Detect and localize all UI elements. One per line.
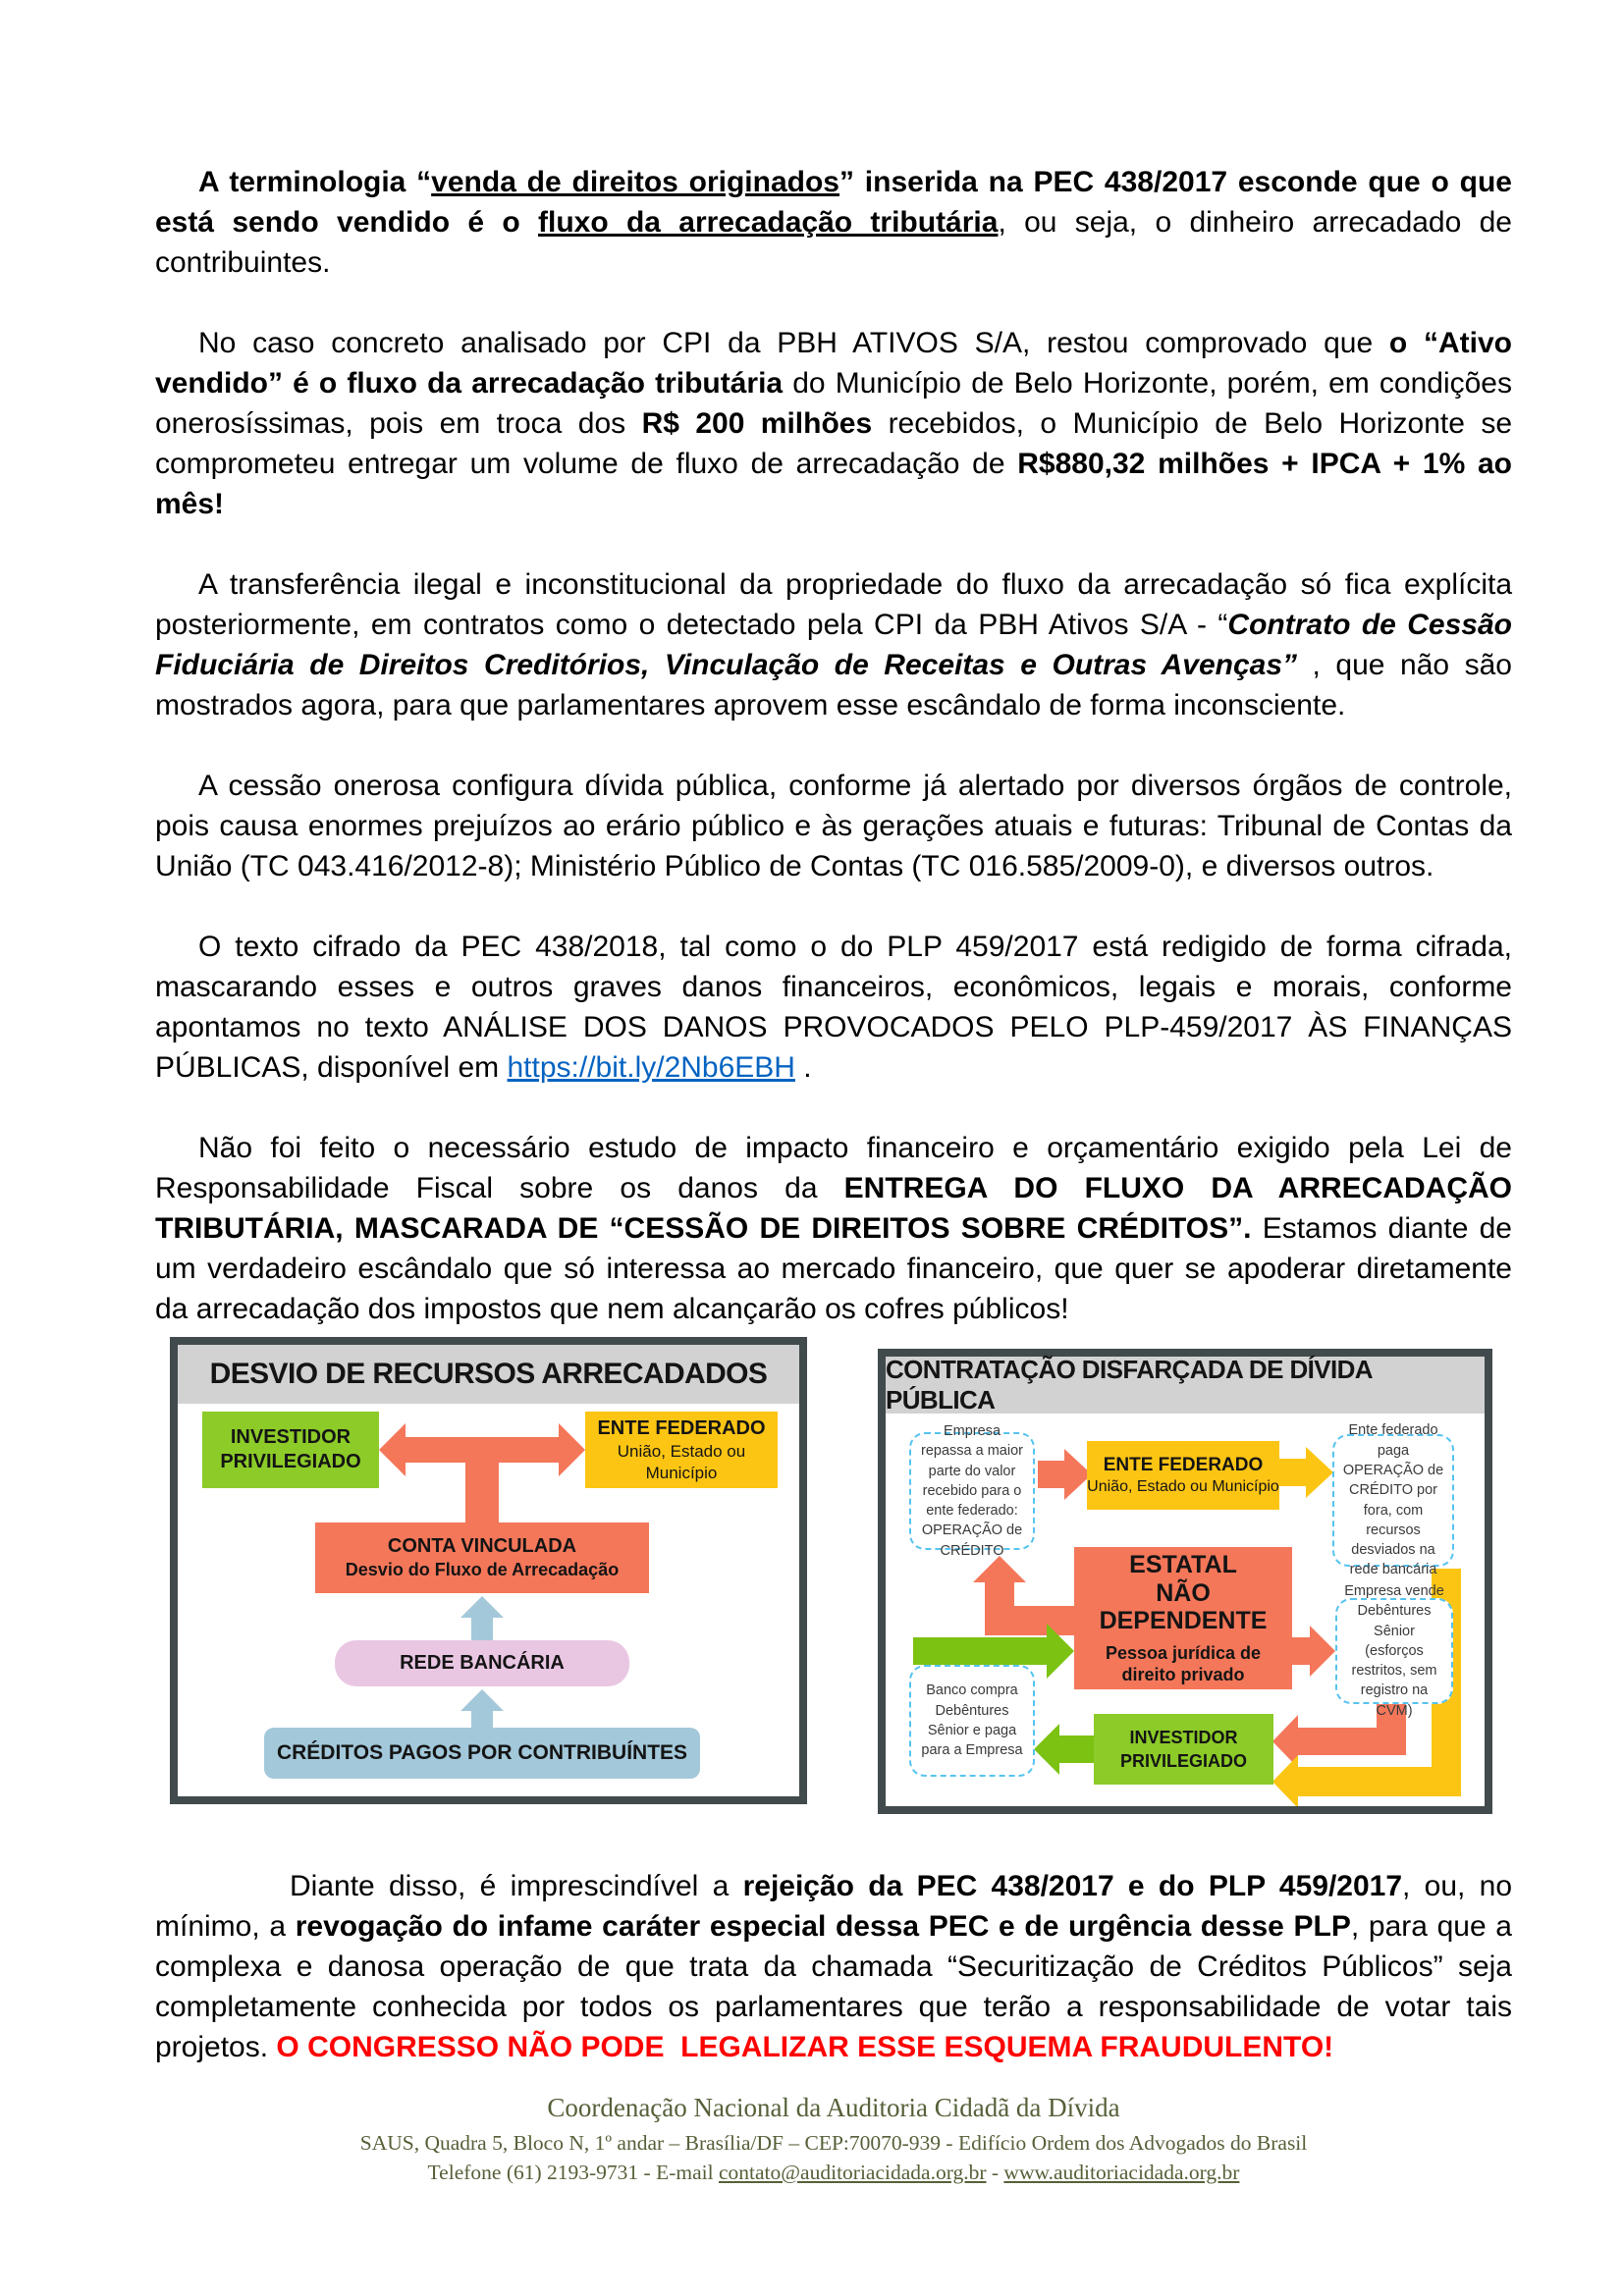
right-arrow-icon	[1292, 1626, 1335, 1677]
paragraph	[155, 766, 1512, 886]
document-body	[155, 162, 1512, 1329]
paragraph	[155, 162, 1512, 283]
paragraph	[155, 927, 1512, 1088]
text-segment: R$ 200 milhões	[641, 407, 873, 440]
text-segment: R$880,32 milhões + IPCA + 1% ao mês!	[155, 448, 1512, 520]
box-label: REDE BANCÁRIA	[400, 1652, 565, 1674]
text-segment: o “Ativo vendido” é o fluxo da arrecadação tributária	[155, 327, 1512, 400]
box-label: ENTE FEDERADO	[1103, 1455, 1264, 1476]
footer-address: SAUS, Quadra 5, Bloco N, 1º andar – Brasília/DF – CEP:70070-939 - Edifício Ordem dos Advogados do Brasil	[359, 2131, 1308, 2155]
banco-compra-debentures-box	[909, 1665, 1035, 1777]
paragraph	[155, 1128, 1512, 1329]
box-sublabel: direito privado	[1121, 1664, 1245, 1684]
empresa-repassa-box	[909, 1422, 1035, 1559]
estatal-nao-dependente-box	[1074, 1547, 1292, 1689]
diagram-left-title: DESVIO DE RECURSOS ARRECADADOS	[178, 1345, 799, 1404]
text-segment: , ou, no mínimo, a	[155, 1870, 1513, 1943]
text-segment: revogação do infame caráter especial dessa PEC e de urgência desse PLP	[295, 1910, 1351, 1943]
right-arrow-icon	[1278, 1447, 1333, 1498]
text-segment: venda de direitos originados	[431, 166, 839, 198]
up-arrow-icon	[460, 1689, 504, 1728]
text-segment: Diante disso, é imprescindível a	[290, 1870, 743, 1902]
creditos-contribuintes-box	[264, 1728, 700, 1779]
up-arrow-icon	[460, 1596, 504, 1640]
page-footer	[155, 2093, 1512, 2187]
box-label: ESTATAL	[1129, 1550, 1237, 1578]
footer-separator: -	[986, 2161, 1004, 2184]
box-label: ENTE FEDERADO	[597, 1417, 766, 1440]
text-segment: ” inserida na PEC 438/2017 esconde que o que está sendo vendido é o	[155, 166, 1512, 239]
box-label: CRÉDITOS PAGOS POR CONTRIBUÍNTES	[276, 1741, 688, 1764]
text-segment: A transferência ilegal e inconstitucional da propriedade do fluxo da arrecadação só fica explícita posteriormente, em contratos como o detectado pela CPI da PBH Ativos S/A - “	[155, 568, 1512, 641]
box-label: INVESTIDOR	[1129, 1727, 1238, 1747]
box-label: NÃO DEPENDENTE	[1099, 1578, 1268, 1635]
empresa-vende-debentures-box	[1335, 1582, 1453, 1719]
box-label: CONTA VINCULADA	[387, 1534, 577, 1557]
diagrams-row	[155, 1337, 1512, 1826]
right-arrow-icon	[1038, 1449, 1092, 1500]
box-label: Ente federado paga OPERAÇÃO de CRÉDITO por fora, com recursos desviados na rede bancária	[1342, 1422, 1444, 1578]
footer-email-link[interactable]: contato@auditoriacidada.org.br	[718, 2161, 987, 2184]
diagram-contratacao-divida	[878, 1349, 1492, 1814]
diagram-right-title: CONTRATAÇÃO DISFARÇADA DE DÍVIDA PÚBLICA	[886, 1357, 1485, 1414]
investidor-privilegiado-box	[202, 1412, 379, 1488]
text-segment: , para que a complexa e danosa operação de que trata da chamada “Securitização de Créditos Públicos” seja completamente conhecida por todos os parlamentares que terão a responsabilidade de votar tais projetos.	[155, 1910, 1512, 2063]
box-label: Empresa vende Debêntures Sênior (esforços restritos, sem registro na CVM)	[1344, 1582, 1444, 1719]
text-segment: , ou seja, o dinheiro arrecadado de contribuintes.	[155, 206, 1512, 279]
page-content	[155, 162, 1512, 2187]
diagram-left-body	[178, 1404, 799, 1796]
ente-paga-operacao-box	[1332, 1422, 1454, 1578]
text-segment: fluxo da arrecadação tributária	[538, 206, 999, 239]
double-arrow-icon	[379, 1423, 585, 1522]
hyperlink[interactable]: https://bit.ly/2Nb6EBH	[507, 1051, 795, 1084]
text-segment: recebidos, o Município de Belo Horizonte se comprometeu entregar um volume de fluxo de arrecadação de	[155, 407, 1513, 480]
box-label: PRIVILEGIADO	[220, 1451, 361, 1472]
paragraph	[155, 564, 1512, 725]
box-sublabel: União, Estado ou Município	[1087, 1477, 1279, 1495]
rede-bancaria-box	[335, 1640, 629, 1686]
ente-federado-box	[585, 1412, 778, 1488]
ente-federado-box	[1087, 1441, 1279, 1510]
box-sublabel: Desvio do Fluxo de Arrecadação	[345, 1559, 620, 1579]
text-segment: Estamos diante de um verdadeiro escândalo que só interessa ao mercado financeiro, que quer se apoderar diretamente da arrecadação dos impostos que nem alcançarão os cofres públicos!	[155, 1212, 1512, 1325]
footer-phone-label: Telefone (61) 2193-9731 - E-mail	[427, 2161, 719, 2184]
paragraph	[155, 1866, 1512, 2067]
box-sublabel: Pessoa jurídica de	[1105, 1643, 1262, 1664]
text-segment: A terminologia “	[198, 166, 432, 198]
text-segment: ENTREGA DO FLUXO DA ARRECADAÇÃO TRIBUTÁRIA, MASCARADA DE “CESSÃO DE DIREITOS SOBRE CRÉDITOS”.	[155, 1172, 1512, 1245]
footer-contact	[155, 2158, 1512, 2187]
text-segment: , que não são mostrados agora, para que parlamentares aprovem esse escândalo de forma inconsciente.	[155, 649, 1512, 721]
text-segment: O texto cifrado da PEC 438/2018, tal como o do PLP 459/2017 está redigido de forma cifrada, mascarando esses e outros graves danos financeiros, econômicos, legais e morais, conforme apontamos no texto ANÁLISE DOS DANOS PROVOCADOS PELO PLP-459/2017 ÀS FINANÇAS PÚBLICAS, disponível em	[155, 931, 1512, 1084]
text-segment: .	[794, 1051, 812, 1084]
box-sublabel: União, Estado ou Município	[617, 1442, 746, 1482]
text-segment: No caso concreto analisado por CPI da PBH ATIVOS S/A, restou comprovado que	[198, 327, 1389, 359]
conta-vinculada-box	[315, 1522, 649, 1593]
box-label: Banco compra Debêntures Sênior e paga para a Empresa	[921, 1682, 1023, 1759]
text-segment: O CONGRESSO NÃO PODE LEGALIZAR ESSE ESQUEMA FRAUDULENTO!	[276, 2031, 1334, 2063]
elbow-up-arrow-icon	[973, 1556, 1074, 1635]
text-segment: A cessão onerosa configura dívida pública, conforme já alertado por diversos órgãos de controle, pois causa enormes prejuízos ao erário público e às gerações atuais e futuras: Tribunal de Contas da União (TC 043.416/2012-8); Ministério Público de Contas (TC 016.585/2009-0), e diversos outros.	[155, 770, 1512, 882]
paragraph	[155, 323, 1512, 524]
footer-org-name: Coordenação Nacional da Auditoria Cidadã da Dívida	[547, 2093, 1120, 2122]
box-label: PRIVILEGIADO	[1119, 1751, 1247, 1771]
box-label: INVESTIDOR	[230, 1426, 352, 1448]
diagram-right-body	[886, 1414, 1485, 1806]
text-segment: do Município de Belo Horizonte, porém, em condições onerosíssimas, pois em troca dos	[155, 367, 1512, 440]
text-segment: Contrato de Cessão Fiduciária de Direitos Creditórios, Vinculação de Receitas e Outras Avenças”	[155, 609, 1513, 681]
left-arrow-icon	[1034, 1724, 1094, 1775]
closing-paragraph-host	[155, 1866, 1512, 2067]
box-label: Empresa repassa a maior parte do valor recebido para o ente federado: OPERAÇÃO de CRÉDITO	[921, 1422, 1023, 1559]
diagram-desvio-recursos	[170, 1337, 807, 1804]
text-segment: Não foi feito o necessário estudo de impacto financeiro e orçamentário exigido pela Lei de Responsabilidade Fiscal sobre os danos da	[155, 1132, 1512, 1204]
footer-website-link[interactable]: www.auditoriacidada.org.br	[1003, 2161, 1240, 2184]
investidor-privilegiado-box	[1094, 1714, 1273, 1785]
text-segment: rejeição da PEC 438/2017 e do PLP 459/2017	[742, 1870, 1403, 1902]
